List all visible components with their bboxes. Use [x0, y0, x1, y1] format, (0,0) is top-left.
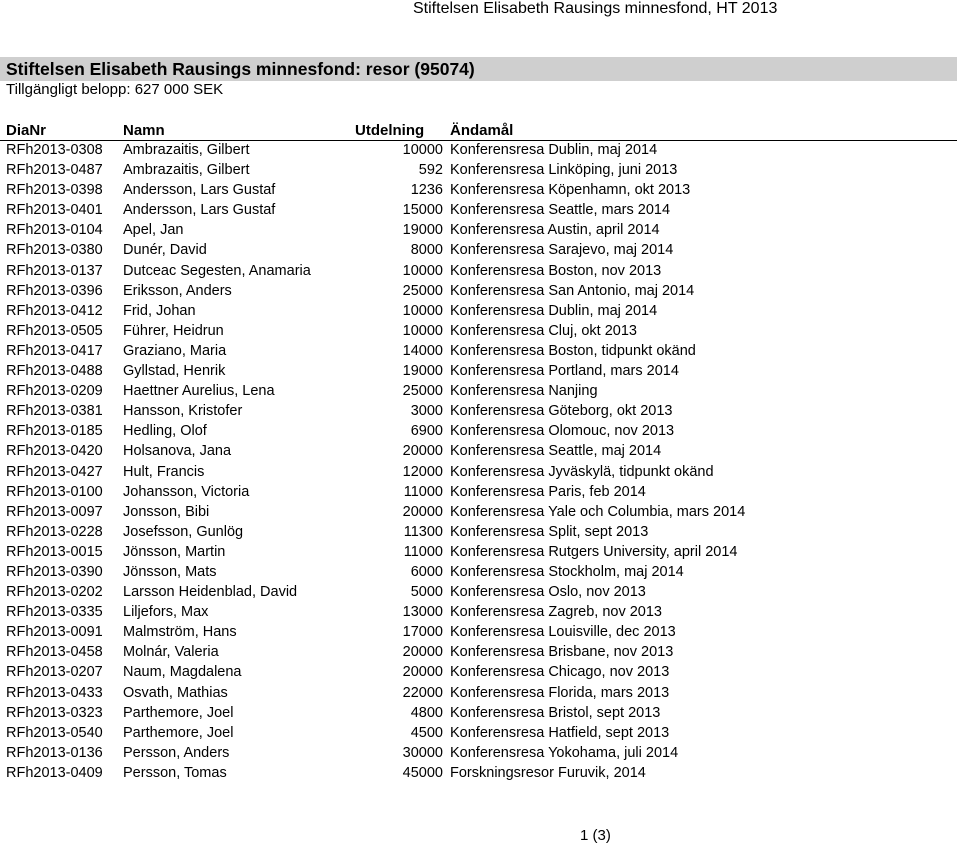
table-row — [0, 642, 957, 662]
cell-namn: Andersson, Lars Gustaf — [123, 202, 276, 219]
col-header-namn: Namn — [123, 122, 165, 139]
table-row — [0, 361, 957, 381]
cell-namn: Apel, Jan — [123, 222, 184, 239]
table-row — [0, 522, 957, 542]
cell-utdelning: 15000 — [402, 202, 443, 219]
cell-andamal: Konferensresa Cluj, okt 2013 — [450, 322, 637, 339]
cell-andamal: Konferensresa Austin, april 2014 — [450, 222, 660, 239]
cell-namn: Malmström, Hans — [123, 624, 237, 641]
cell-dianr: RFh2013-0398 — [6, 182, 103, 199]
table-row — [0, 622, 957, 642]
table-header — [0, 121, 957, 141]
cell-andamal: Konferensresa Jyväskylä, tidpunkt okänd — [450, 463, 714, 480]
cell-namn: Ambrazaitis, Gilbert — [123, 142, 250, 158]
cell-utdelning: 10000 — [402, 322, 443, 339]
table-row — [0, 200, 957, 220]
cell-utdelning: 11000 — [403, 543, 443, 560]
cell-utdelning: 4500 — [410, 724, 443, 741]
cell-andamal: Konferensresa Chicago, nov 2013 — [450, 664, 670, 681]
cell-andamal: Konferensresa Stockholm, maj 2014 — [450, 563, 684, 580]
cell-namn: Liljefors, Max — [123, 604, 209, 621]
cell-utdelning: 592 — [418, 162, 443, 179]
cell-andamal: Konferensresa Louisville, dec 2013 — [450, 624, 676, 641]
table-row — [0, 703, 957, 723]
col-header-utdelning: Utdelning — [355, 122, 425, 139]
cell-dianr: RFh2013-0100 — [6, 483, 103, 500]
cell-andamal: Konferensresa Rutgers University, april 2014 — [450, 543, 738, 560]
table-row — [0, 421, 957, 441]
cell-andamal: Konferensresa Seattle, maj 2014 — [450, 443, 662, 460]
cell-namn: Holsanova, Jana — [123, 443, 232, 460]
cell-dianr: RFh2013-0335 — [6, 604, 103, 621]
table-row — [0, 763, 957, 783]
col-header-andamal: Ändamål — [450, 122, 514, 139]
cell-dianr: RFh2013-0015 — [6, 543, 103, 560]
table-row — [0, 401, 957, 421]
cell-namn: Andersson, Lars Gustaf — [123, 182, 276, 199]
cell-utdelning: 20000 — [402, 644, 443, 661]
cell-utdelning: 22000 — [402, 684, 443, 701]
cell-dianr: RFh2013-0417 — [6, 342, 103, 359]
cell-namn: Josefsson, Gunlög — [123, 523, 244, 540]
cell-dianr: RFh2013-0487 — [6, 162, 103, 179]
table-row — [0, 683, 957, 703]
cell-dianr: RFh2013-0202 — [6, 584, 103, 601]
table-row — [0, 602, 957, 622]
cell-utdelning: 11300 — [403, 523, 443, 540]
cell-andamal: Forskningsresor Furuvik, 2014 — [450, 764, 646, 781]
cell-utdelning: 11000 — [403, 483, 443, 500]
cell-utdelning: 19000 — [402, 222, 443, 239]
cell-namn: Dunér, David — [123, 242, 207, 259]
cell-andamal: Konferensresa Olomouc, nov 2013 — [450, 423, 675, 440]
cell-dianr: RFh2013-0308 — [6, 142, 103, 158]
cell-andamal: Konferensresa San Antonio, maj 2014 — [450, 282, 695, 299]
table-row — [0, 482, 957, 502]
cell-namn: Haettner Aurelius, Lena — [123, 383, 275, 400]
table-row — [0, 582, 957, 602]
table-row — [0, 261, 957, 281]
cell-namn: Naum, Magdalena — [123, 664, 242, 681]
cell-utdelning: 13000 — [402, 604, 443, 621]
table-body — [0, 140, 957, 783]
cell-utdelning: 10000 — [402, 262, 443, 279]
table-row — [0, 462, 957, 482]
table-row — [0, 220, 957, 240]
cell-andamal: Konferensresa Paris, feb 2014 — [450, 483, 646, 500]
cell-namn: Johansson, Victoria — [123, 483, 250, 500]
cell-dianr: RFh2013-0390 — [6, 563, 103, 580]
cell-namn: Ambrazaitis, Gilbert — [123, 162, 250, 179]
cell-andamal: Konferensresa Nanjing — [450, 383, 598, 400]
cell-namn: Gyllstad, Henrik — [123, 363, 226, 380]
table-row — [0, 140, 957, 160]
cell-dianr: RFh2013-0228 — [6, 523, 103, 540]
cell-andamal: Konferensresa Florida, mars 2013 — [450, 684, 670, 701]
cell-namn: Persson, Anders — [123, 744, 230, 761]
cell-dianr: RFh2013-0540 — [6, 724, 103, 741]
cell-andamal: Konferensresa Sarajevo, maj 2014 — [450, 242, 674, 259]
cell-utdelning: 17000 — [402, 624, 443, 641]
cell-utdelning: 19000 — [402, 363, 443, 380]
cell-dianr: RFh2013-0412 — [6, 302, 103, 319]
cell-utdelning: 5000 — [410, 584, 443, 601]
table-row — [0, 562, 957, 582]
cell-dianr: RFh2013-0458 — [6, 644, 103, 661]
table-row — [0, 542, 957, 562]
cell-utdelning: 25000 — [402, 282, 443, 299]
cell-dianr: RFh2013-0136 — [6, 744, 103, 761]
cell-namn: Frid, Johan — [123, 302, 196, 319]
cell-dianr: RFh2013-0420 — [6, 443, 103, 460]
cell-namn: Hedling, Olof — [123, 423, 207, 440]
cell-andamal: Konferensresa Dublin, maj 2014 — [450, 142, 658, 158]
cell-namn: Dutceac Segesten, Anamaria — [123, 262, 311, 279]
cell-utdelning: 12000 — [402, 463, 443, 480]
cell-utdelning: 10000 — [402, 142, 443, 158]
cell-dianr: RFh2013-0401 — [6, 202, 103, 219]
table-row — [0, 321, 957, 341]
cell-dianr: RFh2013-0427 — [6, 463, 103, 480]
cell-namn: Parthemore, Joel — [123, 724, 234, 741]
table-row — [0, 180, 957, 200]
cell-namn: Jönsson, Mats — [123, 563, 217, 580]
cell-utdelning: 6000 — [410, 563, 443, 580]
cell-dianr: RFh2013-0097 — [6, 503, 103, 520]
cell-dianr: RFh2013-0380 — [6, 242, 103, 259]
section-title: Stiftelsen Elisabeth Rausings minnesfond: resor (95074) — [6, 59, 475, 79]
cell-utdelning: 1236 — [410, 182, 443, 199]
cell-namn: Larsson Heidenblad, David — [123, 584, 298, 601]
cell-dianr: RFh2013-0185 — [6, 423, 103, 440]
col-header-dianr: DiaNr — [6, 122, 47, 139]
cell-dianr: RFh2013-0488 — [6, 363, 103, 380]
table-row — [0, 723, 957, 743]
cell-utdelning: 6900 — [410, 423, 443, 440]
cell-utdelning: 20000 — [402, 503, 443, 520]
table-row — [0, 502, 957, 522]
cell-namn: Persson, Tomas — [123, 764, 227, 781]
running-header: Stiftelsen Elisabeth Rausings minnesfond, HT 2013 — [413, 0, 778, 17]
cell-andamal: Konferensresa Linköping, juni 2013 — [450, 162, 678, 179]
cell-dianr: RFh2013-0207 — [6, 664, 103, 681]
cell-utdelning: 45000 — [402, 764, 443, 781]
cell-andamal: Konferensresa Hatfield, sept 2013 — [450, 724, 670, 741]
cell-andamal: Konferensresa Bristol, sept 2013 — [450, 704, 661, 721]
table-row — [0, 381, 957, 401]
cell-utdelning: 8000 — [410, 242, 443, 259]
cell-namn: Hult, Francis — [123, 463, 205, 480]
cell-andamal: Konferensresa Boston, tidpunkt okänd — [450, 342, 696, 359]
cell-andamal: Konferensresa Köpenhamn, okt 2013 — [450, 182, 691, 199]
cell-dianr: RFh2013-0104 — [6, 222, 103, 239]
table-row — [0, 662, 957, 682]
cell-dianr: RFh2013-0505 — [6, 322, 103, 339]
cell-namn: Jönsson, Martin — [123, 543, 226, 560]
available-amount: Tillgängligt belopp: 627 000 SEK — [6, 81, 224, 98]
cell-utdelning: 20000 — [402, 664, 443, 681]
cell-utdelning: 4800 — [410, 704, 443, 721]
table-row — [0, 743, 957, 763]
cell-andamal: Konferensresa Dublin, maj 2014 — [450, 302, 658, 319]
cell-dianr: RFh2013-0091 — [6, 624, 103, 641]
cell-andamal: Konferensresa Boston, nov 2013 — [450, 262, 662, 279]
cell-andamal: Konferensresa Brisbane, nov 2013 — [450, 644, 674, 661]
cell-dianr: RFh2013-0137 — [6, 262, 103, 279]
cell-dianr: RFh2013-0323 — [6, 704, 103, 721]
cell-utdelning: 25000 — [402, 383, 443, 400]
cell-dianr: RFh2013-0381 — [6, 403, 103, 420]
cell-andamal: Konferensresa Split, sept 2013 — [450, 523, 649, 540]
cell-andamal: Konferensresa Zagreb, nov 2013 — [450, 604, 662, 621]
cell-andamal: Konferensresa Portland, mars 2014 — [450, 363, 679, 380]
cell-utdelning: 20000 — [402, 443, 443, 460]
cell-namn: Graziano, Maria — [123, 342, 227, 359]
cell-andamal: Konferensresa Seattle, mars 2014 — [450, 202, 671, 219]
cell-dianr: RFh2013-0396 — [6, 282, 103, 299]
cell-andamal: Konferensresa Göteborg, okt 2013 — [450, 403, 673, 420]
cell-namn: Jonsson, Bibi — [123, 503, 210, 520]
cell-namn: Eriksson, Anders — [123, 282, 232, 299]
page-number: 1 (3) — [580, 827, 611, 844]
cell-andamal: Konferensresa Yokohama, juli 2014 — [450, 744, 679, 761]
cell-namn: Osvath, Mathias — [123, 684, 228, 701]
cell-namn: Molnár, Valeria — [123, 644, 219, 661]
table-row — [0, 341, 957, 361]
table-row — [0, 281, 957, 301]
cell-utdelning: 30000 — [402, 744, 443, 761]
table-row — [0, 301, 957, 321]
cell-namn: Hansson, Kristofer — [123, 403, 243, 420]
cell-namn: Parthemore, Joel — [123, 704, 234, 721]
cell-utdelning: 3000 — [410, 403, 443, 420]
table-row — [0, 160, 957, 180]
cell-andamal: Konferensresa Yale och Columbia, mars 2014 — [450, 503, 746, 520]
cell-dianr: RFh2013-0433 — [6, 684, 103, 701]
cell-andamal: Konferensresa Oslo, nov 2013 — [450, 584, 646, 601]
table-row — [0, 240, 957, 260]
cell-utdelning: 14000 — [402, 342, 443, 359]
cell-dianr: RFh2013-0409 — [6, 764, 103, 781]
cell-utdelning: 10000 — [402, 302, 443, 319]
cell-dianr: RFh2013-0209 — [6, 383, 103, 400]
cell-namn: Führer, Heidrun — [123, 322, 224, 339]
table-row — [0, 441, 957, 461]
